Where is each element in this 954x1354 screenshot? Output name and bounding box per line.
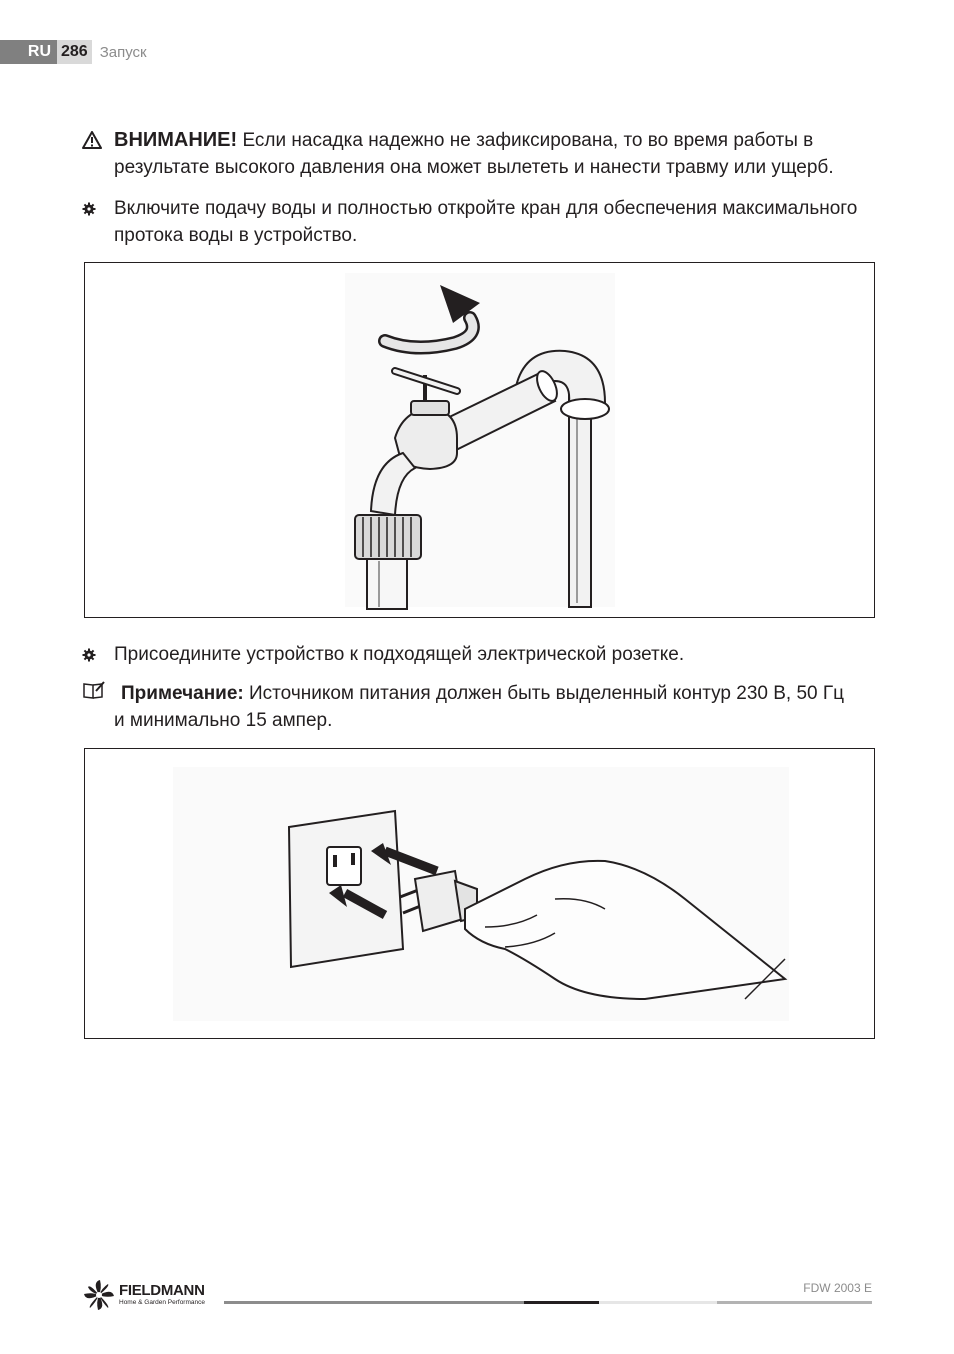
bullet2-text: Присоедините устройство к подходящей электрической розетке. (114, 644, 685, 665)
fieldmann-fan-logo-icon (82, 1278, 116, 1312)
power-plug-illustration (85, 749, 874, 1038)
warning-paragraph (114, 127, 874, 181)
figure-water-tap (84, 262, 875, 618)
footer-line-segment (717, 1301, 872, 1304)
footer-line-segment (599, 1301, 717, 1304)
footer-line-segment (224, 1301, 524, 1304)
footer-line-segment (524, 1301, 599, 1304)
model-number: FDW 2003 E (803, 1281, 872, 1295)
brand-tagline: Home & Garden Performance (119, 1299, 205, 1306)
note-book-icon (82, 681, 106, 699)
note-text-2: и минимально 15 ампер. (114, 710, 333, 731)
bullet-paragraph-2 (114, 641, 874, 668)
brand-logo (82, 1278, 205, 1312)
warning-label: ВНИМАНИЕ! (114, 129, 238, 151)
note-paragraph (114, 680, 874, 734)
page-number: 286 (57, 40, 92, 64)
bullet-paragraph-1 (114, 195, 874, 249)
language-tab: RU (0, 40, 57, 64)
warning-text-1: Если насадка надежно не зафиксирована, то во время работы в (237, 130, 814, 151)
warning-text-2: результате высокого давления она может вылететь и нанести травму или ущерб. (114, 157, 834, 178)
section-title: Запуск (99, 43, 147, 61)
bullet1-line2: протока воды в устройство. (114, 225, 358, 246)
figure-power-plug (84, 748, 875, 1039)
warning-icon (82, 131, 102, 149)
bullet-gear-icon (82, 202, 96, 216)
note-text-1: Источником питания должен быть выделенный контур 230 В, 50 Гц (243, 683, 845, 704)
water-tap-illustration (85, 263, 874, 617)
page-header (0, 40, 147, 64)
note-label: Примечание: (121, 683, 244, 704)
bullet1-line1: Включите подачу воды и полностью откройте кран для обеспечения максимального (114, 198, 858, 219)
brand-name: FIELDMANN (119, 1282, 205, 1299)
bullet-gear-icon (82, 648, 96, 662)
